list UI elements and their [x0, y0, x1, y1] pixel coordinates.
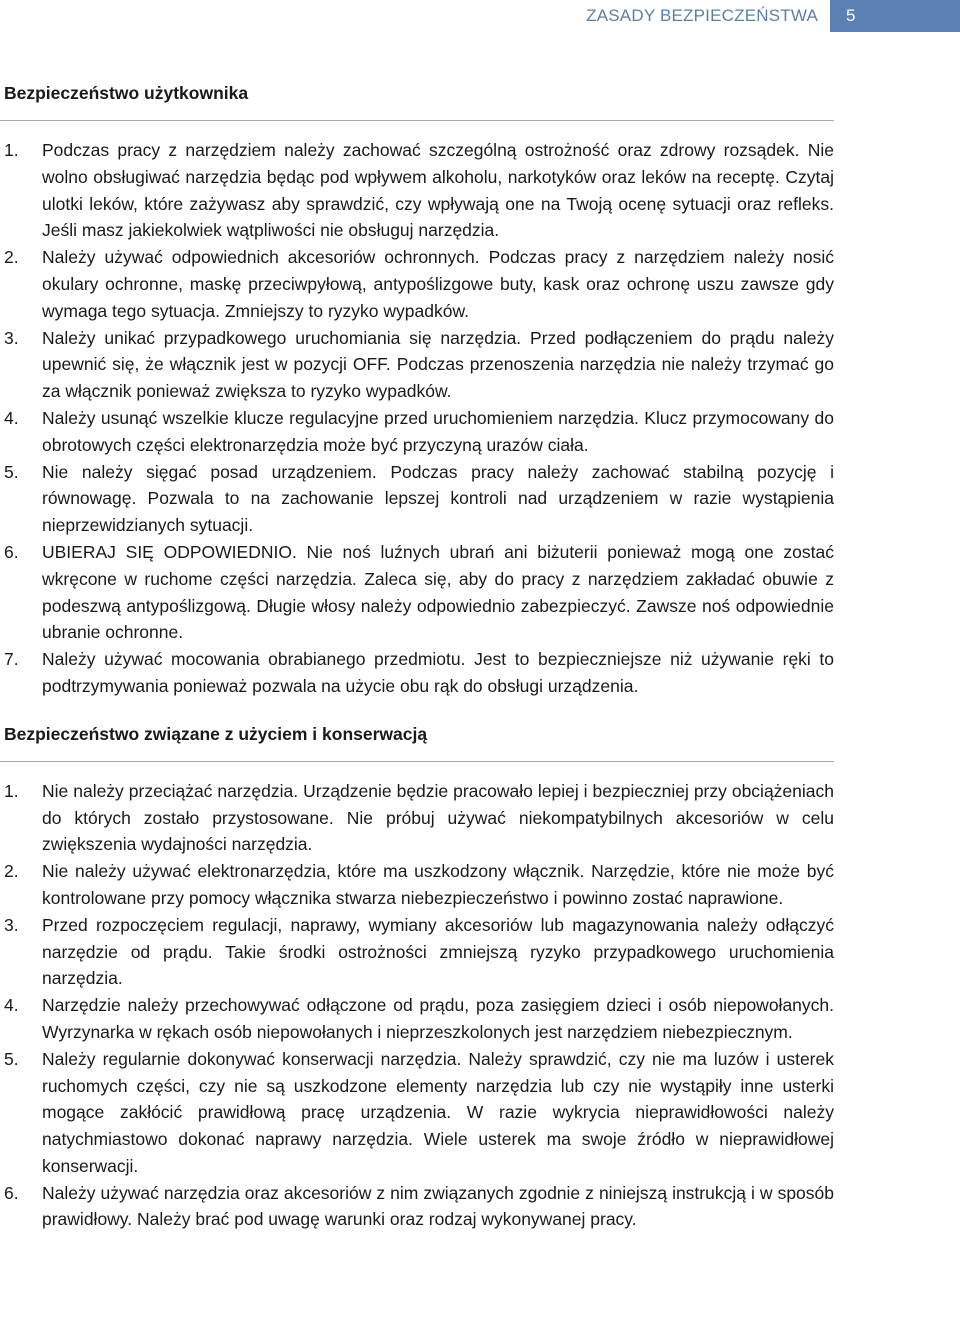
list-item — [0, 778, 834, 858]
safety-list — [0, 137, 834, 700]
item-number: 3. — [4, 327, 19, 348]
item-text: Należy używać odpowiednich akcesoriów ochronnych. Podczas pracy z narzędziem należy nosić okulary ochronne, maskę przeciwpyłową, antypoślizgowe buty, kask oraz ochronę uszu zawsze gdy wymaga tego sytuacja. Zmniejszy to ryzyko wypadków. — [42, 247, 834, 321]
item-number: 2. — [4, 861, 19, 882]
item-number: 3. — [4, 914, 19, 935]
item-text: Należy usunąć wszelkie klucze regulacyjne przed uruchomieniem narzędzia. Klucz przymocowany do obrotowych części elektronarzędzia może być przyczyną urazów ciała. — [42, 407, 834, 455]
item-text: Należy używać mocowania obrabianego przedmiotu. Jest to bezpieczniejsze niż używanie ręki to podtrzymywania ponieważ pozwala na użycie obu rąk do obsługi urządzenia. — [42, 649, 834, 696]
item-text: Przed rozpoczęciem regulacji, naprawy, wymiany akcesoriów lub magazynowania należy odłączyć narzędzie od prądu. Takie środki ostrożności zmniejszą ryzyko przypadkowego uruchomienia narzędzia. — [42, 914, 834, 989]
item-number: 4. — [4, 407, 19, 428]
item-number: 5. — [4, 1048, 19, 1069]
list-item — [0, 539, 834, 646]
section-divider — [0, 120, 834, 121]
list-item — [0, 912, 834, 992]
section-divider — [0, 761, 834, 762]
list-item — [0, 137, 834, 244]
list-item — [0, 405, 834, 459]
page-header — [0, 0, 960, 32]
list-item — [0, 1046, 834, 1180]
item-number: 1. — [4, 780, 19, 801]
item-text: Należy używać narzędzia oraz akcesoriów z nim związanych zgodnie z niniejszą instrukcją i w sposób prawidłowy. Należy brać pod uwagę warunki oraz rodzaj wykonywanej pracy. — [42, 1182, 834, 1230]
list-item — [0, 992, 834, 1046]
section-heading: Bezpieczeństwo użytkownika — [4, 83, 249, 103]
list-item — [0, 858, 834, 912]
item-number: 6. — [4, 1182, 19, 1203]
section-use-maintenance — [0, 721, 834, 1234]
header-title: ZASADY BEZPIECZEŃSTWA — [586, 6, 818, 25]
list-item — [0, 1180, 834, 1234]
item-text: Należy unikać przypadkowego uruchomiania się narzędzia. Przed podłączeniem do prądu należy upewnić się, że włącznik jest w pozycji OFF. Podczas przenoszenia narzędzia nie należy trzymać go za włącznik ponieważ zwiększa to ryzyko wypadków. — [42, 327, 834, 402]
item-number: 7. — [4, 649, 19, 670]
item-text: Narzędzie należy przechowywać odłączone od prądu, poza zasięgiem dzieci i osób niepowołanych. Wyrzynarka w rękach osób niepowołanych i nieprzeszkolonych jest narzędziem niebezpiecznym. — [42, 995, 834, 1042]
document-body — [0, 80, 834, 1233]
section-user-safety — [0, 80, 834, 700]
list-item — [0, 459, 834, 539]
list-item — [0, 325, 834, 405]
item-text: Podczas pracy z narzędziem należy zachować szczególną ostrożność oraz zdrowy rozsądek. Nie wolno obsługiwać narzędzia będąc pod wpływem alkoholu, narkotyków oraz leków na receptę. Czytaj ulotki leków, które zażywasz aby sprawdzić, czy wpływają one na Twoją ocenę sytuacji oraz refleks. Jeśli masz jakiekolwiek wątpliwości nie obsługuj narzędzia. — [42, 140, 834, 241]
list-item — [0, 646, 834, 700]
item-number: 5. — [4, 461, 19, 482]
item-number: 2. — [4, 247, 19, 268]
item-text: Nie należy używać elektronarzędzia, które ma uszkodzony włącznik. Narzędzie, które nie może być kontrolowane przy pomocy włącznika stwarza niebezpieczeństwo i powinno zostać naprawione. — [42, 861, 834, 908]
list-item — [0, 244, 834, 324]
item-number: 1. — [4, 140, 19, 160]
item-number: 4. — [4, 995, 19, 1016]
section-heading: Bezpieczeństwo związane z użyciem i konserwacją — [4, 723, 428, 744]
page-number: 5 — [830, 0, 960, 32]
item-text: UBIERAJ SIĘ ODPOWIEDNIO. Nie noś luźnych ubrań ani biżuterii ponieważ mogą one zostać wkręcone w ruchome części narzędzia. Zaleca się, aby do pracy z narzędziem zakładać obuwie z podeszwą antypoślizgową. Długie włosy należy odpowiednio zabezpieczyć. Zawsze noś odpowiednie ubranie ochronne. — [42, 541, 834, 643]
maintenance-list — [0, 778, 834, 1234]
item-text: Nie należy przeciążać narzędzia. Urządzenie będzie pracowało lepiej i bezpieczniej przy obciążeniach do których zostało przystosowane. Nie próbuj używać niekompatybilnych akcesoriów w celu zwiększenia wydajności narzędzia. — [42, 780, 834, 855]
item-text: Nie należy sięgać posad urządzeniem. Podczas pracy należy zachować stabilną pozycję i równowagę. Pozwala to na zachowanie lepszej kontroli nad urządzeniem w razie wystąpienia nieprzewidzianych sytuacji. — [42, 461, 834, 536]
item-number: 6. — [4, 541, 19, 562]
item-text: Należy regularnie dokonywać konserwacji narzędzia. Należy sprawdzić, czy nie ma luzów i usterek ruchomych części, czy nie są uszkodzone elementy narzędzia lub czy nie wystąpiły inne usterki mogące zakłócić prawidłową pracę urządzenia. W razie wykrycia nieprawidłowości należy natychmiastowo dokonać naprawy narzędzia. Wiele usterek ma swoje źródło w nieprawidłowej konserwacji. — [42, 1048, 834, 1176]
